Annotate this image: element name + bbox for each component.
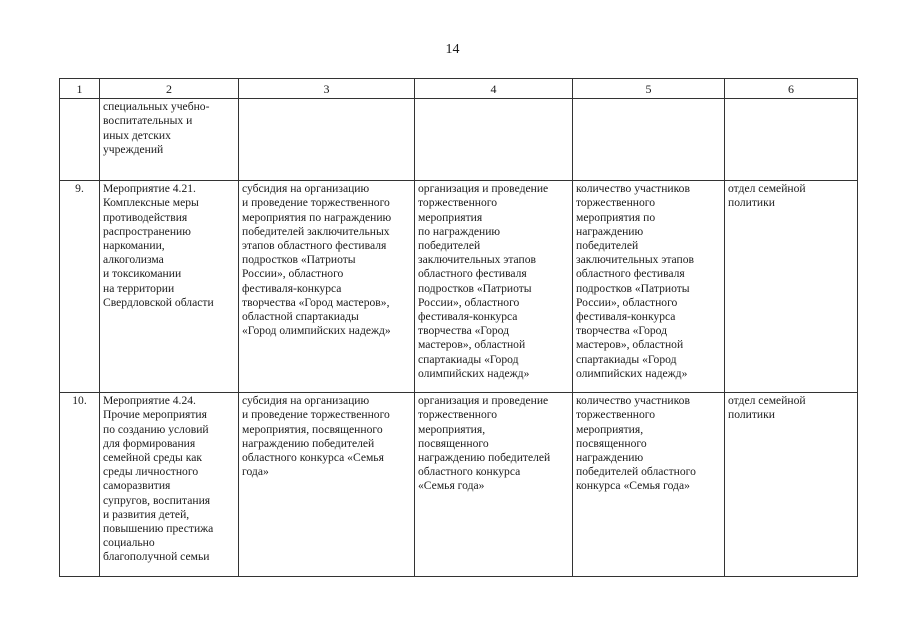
table-cell: организация и проведение торжественного мероприятия по награждению победителей заключительных этапов областного фестиваля подростков «Патриоты России», областного фестиваля-конкурса творчества «Город мастеров», областной спартакиады «Город олимпийских надежд»: [415, 181, 573, 393]
table-cell: организация и проведение торжественного мероприятия, посвященного награждению победителей областного конкурса «Семья года»: [415, 393, 573, 577]
table-cell: количество участников торжественного мероприятия, посвященного награждению победителей областного конкурса «Семья года»: [573, 393, 725, 577]
table-cell: отдел семейной политики: [725, 181, 858, 393]
table-row: [60, 99, 858, 181]
table-cell: субсидия на организацию и проведение торжественного мероприятия по награждению победителей заключительных этапов областного фестиваля подростков «Патриоты России», областного фестиваля-конкурса творчества «Город мастеров», областной спартакиады «Город олимпийских надежд»: [239, 181, 415, 393]
table-cell: субсидия на организацию и проведение торжественного мероприятия, посвященного награждению победителей областного конкурса «Семья года»: [239, 393, 415, 577]
table-row: [60, 181, 858, 393]
row-number-cell: [60, 99, 100, 181]
table-cell: [239, 99, 415, 181]
table-cell: [573, 99, 725, 181]
page-number: 14: [445, 42, 460, 57]
column-header: 1: [60, 79, 100, 99]
table-cell: отдел семейной политики: [725, 393, 858, 577]
table-cell: [415, 99, 573, 181]
table-cell: специальных учебно- воспитательных и иных детских учреждений: [100, 99, 239, 181]
row-number-cell: 10.: [60, 393, 100, 577]
column-header: 2: [100, 79, 239, 99]
column-header: 6: [725, 79, 858, 99]
table-cell: Мероприятие 4.21. Комплексные меры противодействия распространению наркомании, алкоголизма и токсикомании на территории Свердловской области: [100, 181, 239, 393]
column-header: 5: [573, 79, 725, 99]
column-header: 3: [239, 79, 415, 99]
column-header: 4: [415, 79, 573, 99]
table-row: [60, 393, 858, 577]
table-cell: Мероприятие 4.24. Прочие мероприятия по созданию условий для формирования семейной среды как среды личностного саморазвития супругов, воспитания и развития детей, повышению престижа социально благополучной семьи: [100, 393, 239, 577]
program-table: [59, 78, 858, 577]
row-number-cell: 9.: [60, 181, 100, 393]
table-cell: [725, 99, 858, 181]
table-cell: количество участников торжественного мероприятия по награждению победителей заключительных этапов областного фестиваля подростков «Патриоты России», областного фестиваля-конкурса творчества «Город мастеров», областной спартакиады «Город олимпийских надежд»: [573, 181, 725, 393]
header-row: [60, 79, 858, 99]
